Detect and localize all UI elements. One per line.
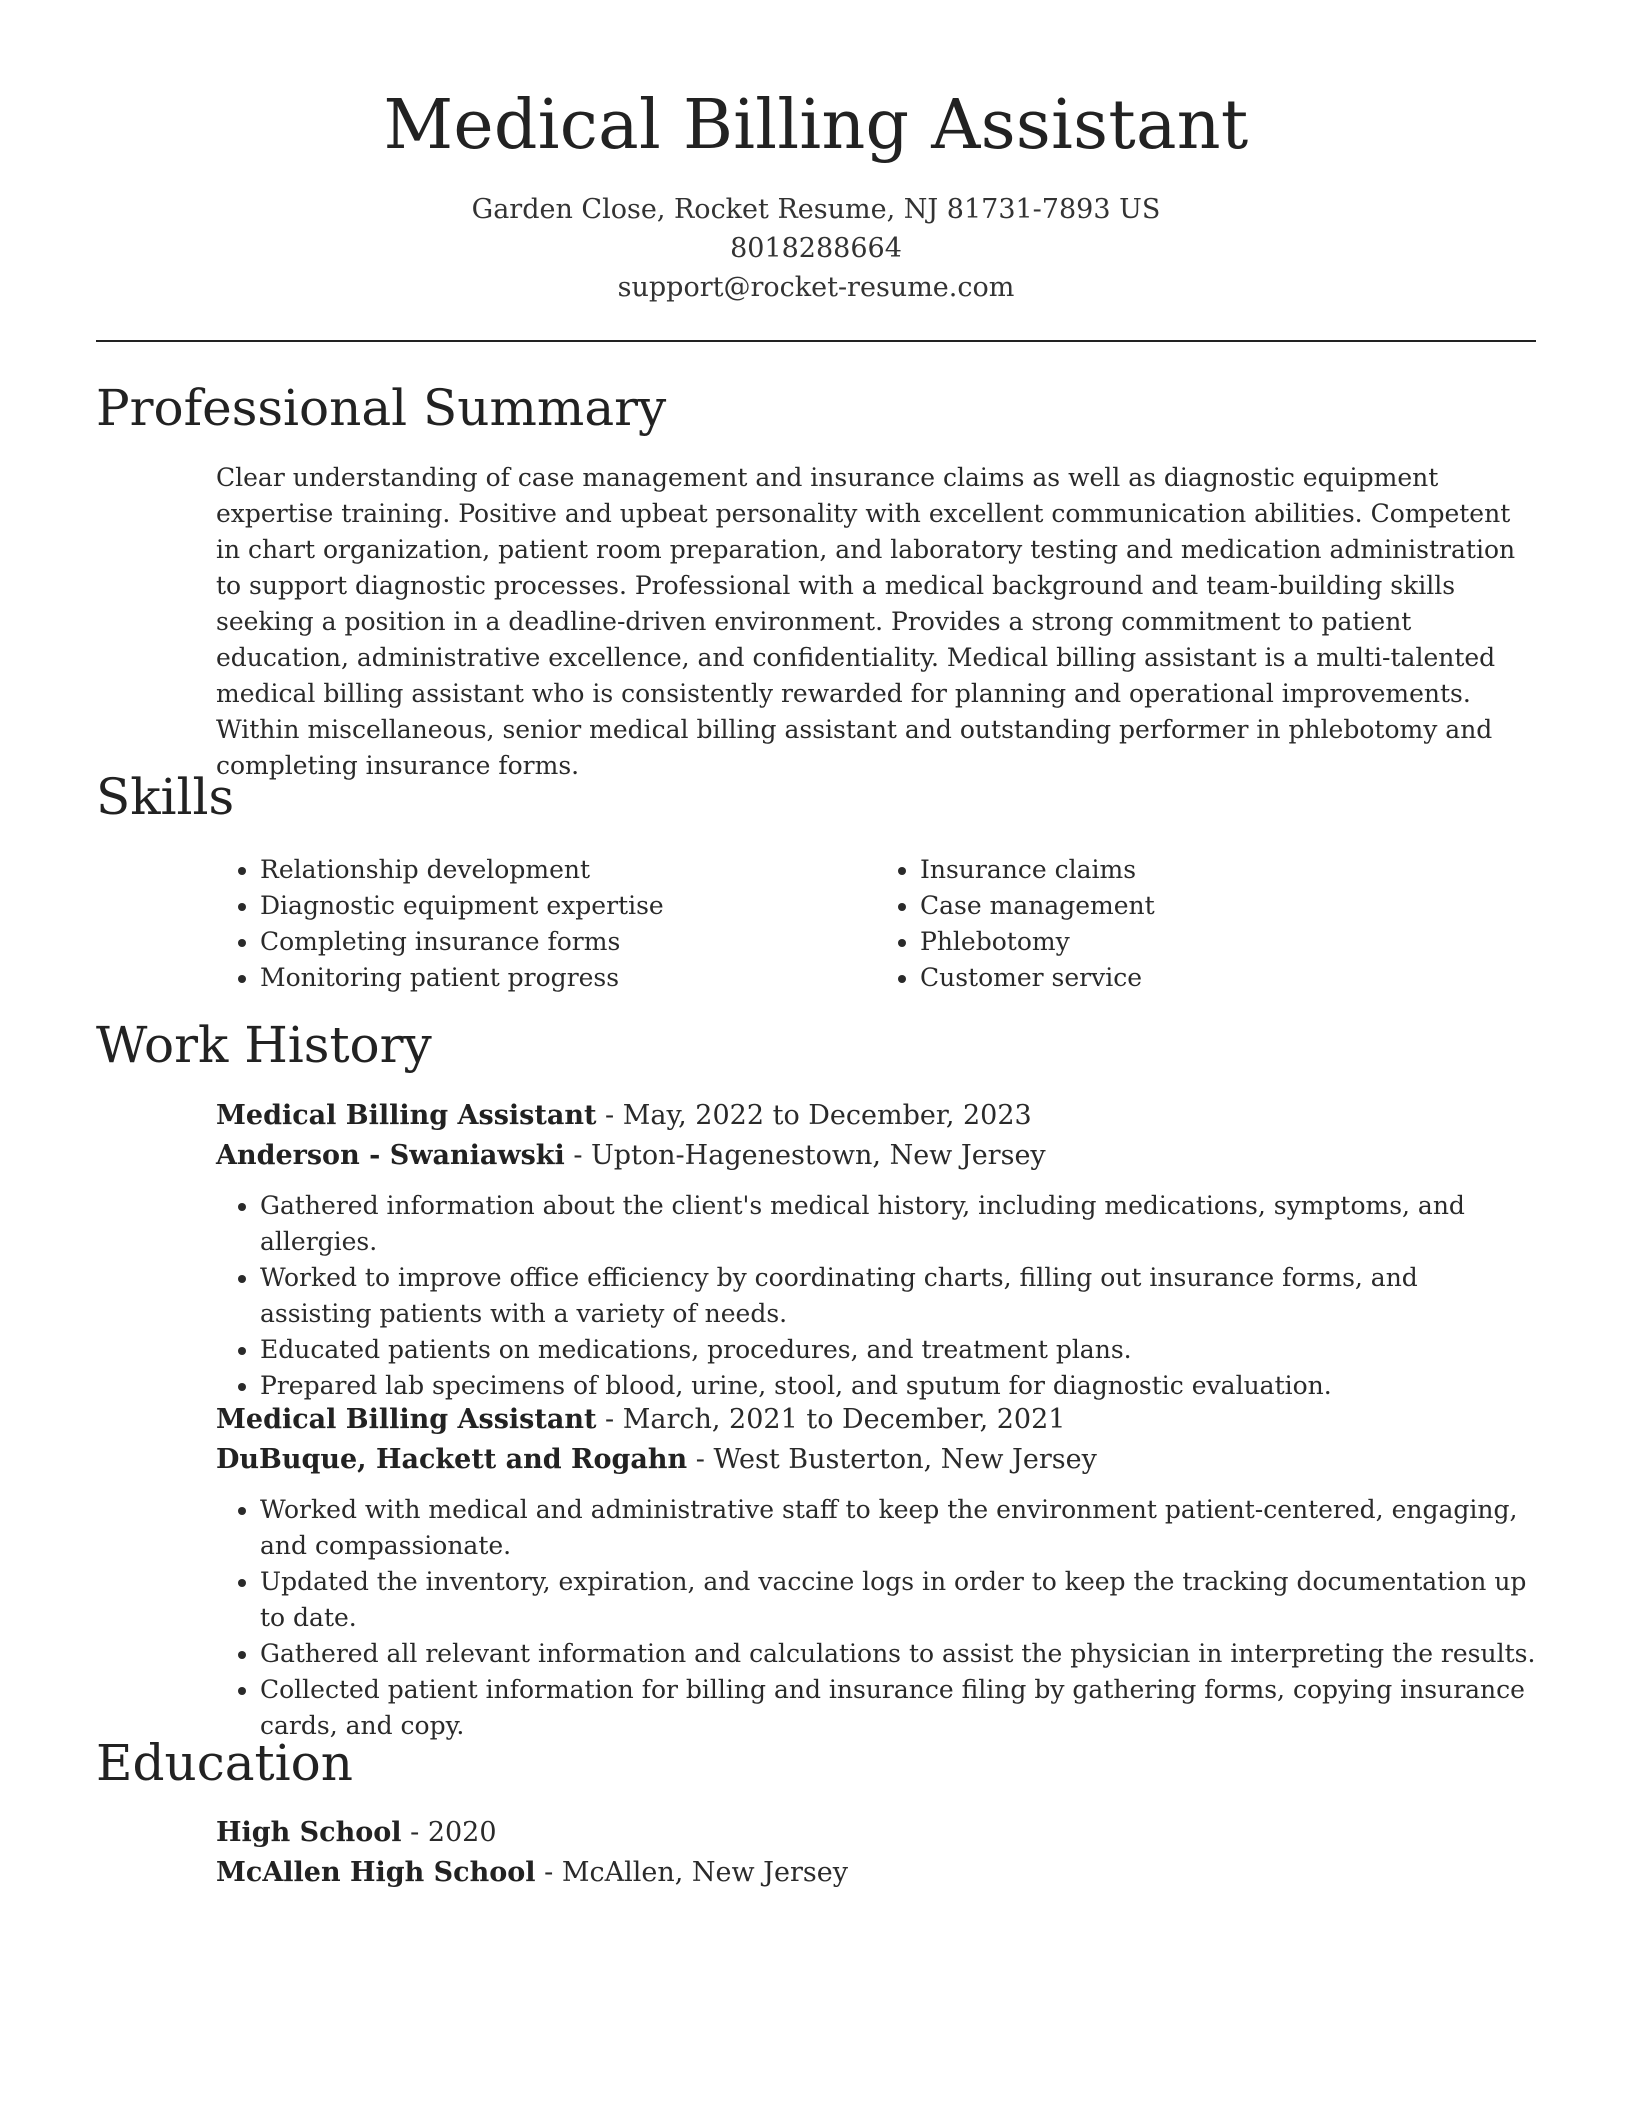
job-dates: - May, 2022 to December, 2023 — [596, 1100, 1032, 1131]
skill-item: • Insurance claims — [920, 852, 1536, 888]
job-company: DuBuque, Hackett and Rogahn — [216, 1444, 688, 1475]
skills-column-left — [216, 852, 876, 996]
job-title: Medical Billing Assistant — [216, 1100, 597, 1131]
job-bullets — [216, 1188, 1536, 1404]
section-title-skills: Skills — [96, 768, 235, 826]
job-bullet: • Prepared lab specimens of blood, urine, stool, and sputum for diagnostic evaluation. — [260, 1368, 1536, 1404]
email-text: support@rocket-resume.com — [617, 272, 1015, 303]
job-location: - Upton-Hagenestown, New Jersey — [564, 1140, 1046, 1171]
phone-text: 8018288664 — [730, 233, 902, 264]
job-dates: - March, 2021 to December, 2021 — [596, 1404, 1066, 1435]
job-title-line — [216, 1400, 1536, 1440]
job-bullet: • Updated the inventory, expiration, and vaccine logs in order to keep the tracking documentation up to date. — [260, 1564, 1536, 1636]
job-entry — [216, 1400, 1536, 1744]
skill-item: • Diagnostic equipment expertise — [260, 888, 876, 924]
skills-list — [216, 852, 1536, 996]
job-company-line — [216, 1440, 1536, 1480]
education-degree: High School — [216, 1817, 402, 1848]
education-school: McAllen High School — [216, 1857, 536, 1888]
header-divider — [96, 340, 1536, 342]
education-degree-line — [216, 1813, 1536, 1853]
section-title-work-history: Work History — [96, 1016, 432, 1074]
job-bullet: • Gathered all relevant information and calculations to assist the physician in interpreting the results. — [260, 1636, 1536, 1672]
education-location: - McAllen, New Jersey — [535, 1857, 848, 1888]
skills-column-right — [876, 852, 1536, 996]
section-title-summary: Professional Summary — [96, 379, 667, 437]
education-entry — [216, 1813, 1536, 1893]
skill-item: • Customer service — [920, 960, 1536, 996]
job-company: Anderson - Swaniawski — [216, 1140, 565, 1171]
skill-item: • Case management — [920, 888, 1536, 924]
job-entry — [216, 1096, 1536, 1404]
contact-info — [0, 190, 1632, 307]
job-bullet: • Gathered information about the client's medical history, including medications, symptoms, and allergies. — [260, 1188, 1536, 1260]
education-school-line — [216, 1853, 1536, 1893]
address-text: Garden Close, Rocket Resume, NJ 81731-7893 US — [471, 194, 1161, 225]
job-bullet: • Collected patient information for billing and insurance filing by gathering forms, copying insurance cards, and copy. — [260, 1672, 1536, 1744]
candidate-name: Medical Billing Assistant — [383, 86, 1249, 165]
job-title: Medical Billing Assistant — [216, 1404, 597, 1435]
job-bullet: • Worked to improve office efficiency by coordinating charts, filling out insurance forms, and assisting patients with a variety of needs. — [260, 1260, 1536, 1332]
section-title-education: Education — [96, 1734, 353, 1792]
job-location: - West Busterton, New Jersey — [687, 1444, 1097, 1475]
job-bullet: • Worked with medical and administrative staff to keep the environment patient-centered, engaging, and compassionate. — [260, 1492, 1536, 1564]
job-company-line — [216, 1136, 1536, 1176]
skill-item: • Monitoring patient progress — [260, 960, 876, 996]
skill-item: • Relationship development — [260, 852, 876, 888]
skill-item: • Phlebotomy — [920, 924, 1536, 960]
job-bullets — [216, 1492, 1536, 1744]
summary-text: Clear understanding of case management and insurance claims as well as diagnostic equipment expertise training. Positive and upbeat personality with excellent communication abilities. Competent in chart organization, patient room preparation, and laboratory testing and medication administration to support diagnostic processes. Professional with a medical background and team-building skills seeking a position in a deadline-driven environment. Provides a strong commitment to patient education, administrative excellence, and confidentiality. Medical billing assistant is a multi-talented medical billing assistant who is consistently rewarded for planning and operational improvements. Within miscellaneous, senior medical billing assistant and outstanding performer in phlebotomy and completing insurance forms. — [216, 463, 1516, 780]
skill-item: • Completing insurance forms — [260, 924, 876, 960]
job-title-line — [216, 1096, 1536, 1136]
resume-header — [0, 0, 1632, 307]
job-bullet: • Educated patients on medications, procedures, and treatment plans. — [260, 1332, 1536, 1368]
education-year: - 2020 — [401, 1817, 497, 1848]
